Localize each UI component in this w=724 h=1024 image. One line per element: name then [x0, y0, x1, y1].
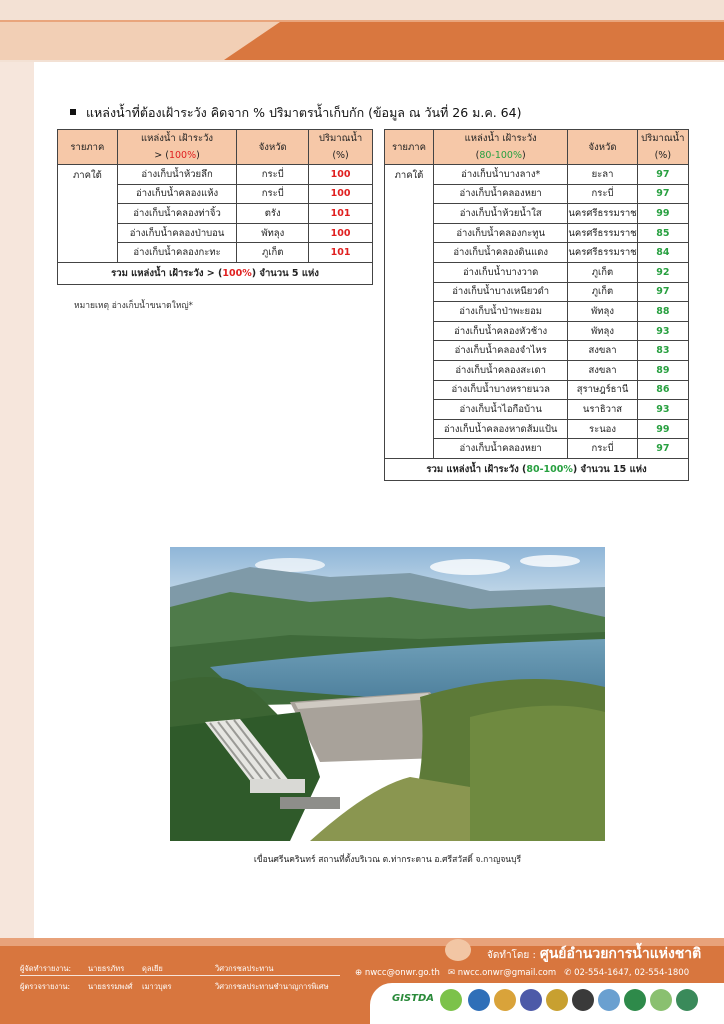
- volume-cell: 88: [637, 302, 688, 322]
- partner-logo-icon: [546, 989, 568, 1011]
- page-title: แหล่งน้ำที่ต้องเฝ้าระวัง คิดจาก % ปริมาตรน้ำเก็บกัก (ข้อมูล ณ วันที่ 26 ม.ค. 64): [70, 103, 521, 123]
- source-name-cell: อ่างเก็บน้ำคลองหยา: [433, 439, 567, 459]
- table-summary: รวม แหล่งน้ำ เฝ้าระวัง > (100%) จำนวน 5 แห่ง: [58, 262, 373, 284]
- province-cell: กระบี่: [237, 165, 309, 185]
- volume-cell: 101: [309, 204, 373, 224]
- partner-logo-icon: [650, 989, 672, 1011]
- volume-cell: 84: [637, 243, 688, 263]
- table-summary: รวม แหล่งน้ำ เฝ้าระวัง (80-100%) จำนวน 15 แห่ง: [385, 458, 689, 480]
- partner-logo-icon: [598, 989, 620, 1011]
- reviewed-role: วิศวกรชลประทานชำนาญการพิเศษ: [215, 982, 329, 991]
- source-name-cell: อ่างเก็บน้ำบางเหนียวดำ: [433, 282, 567, 302]
- province-cell: สงขลา: [568, 360, 637, 380]
- province-cell: พัทลุง: [237, 223, 309, 243]
- province-cell: สุราษฎร์ธานี: [568, 380, 637, 400]
- volume-cell: 100: [309, 165, 373, 185]
- prepared-role: วิศวกรชลประทาน: [215, 964, 274, 973]
- phone-text: ✆ 02-554-1647, 02-554-1800: [564, 968, 690, 978]
- brand-logo-icon: [445, 939, 471, 961]
- source-name-cell: อ่างเก็บน้ำบางลาง*: [433, 165, 567, 185]
- email-text[interactable]: ✉ nwcc.onwr@gmail.com: [447, 968, 557, 978]
- volume-cell: 93: [637, 400, 688, 420]
- table-row: [385, 165, 689, 185]
- reviewed-last-name: เมาวบุตร: [142, 982, 172, 991]
- volume-cell: 97: [637, 439, 688, 459]
- partner-logo-icon: [468, 989, 490, 1011]
- table-watch-80-100: [384, 129, 689, 481]
- volume-cell: 101: [309, 243, 373, 263]
- province-cell: ตรัง: [237, 204, 309, 224]
- partner-logo-icon: [440, 989, 462, 1011]
- source-name-cell: อ่างเก็บน้ำคลองกะทะ: [117, 243, 237, 263]
- source-name-cell: อ่างเก็บน้ำคลองหาดส้มแป้น: [433, 419, 567, 439]
- table-row: [58, 165, 373, 185]
- source-name-cell: อ่างเก็บน้ำบางหรายนวล: [433, 380, 567, 400]
- province-cell: กระบี่: [568, 184, 637, 204]
- source-name-cell: อ่างเก็บน้ำบางวาด: [433, 262, 567, 282]
- region-cell: ภาคใต้: [58, 165, 118, 263]
- source-name-cell: อ่างเก็บน้ำป่าพะยอม: [433, 302, 567, 322]
- source-name-cell: อ่างเก็บน้ำคลองจำไหร: [433, 341, 567, 361]
- volume-cell: 92: [637, 262, 688, 282]
- prepared-first-name: นายธรภัทร: [88, 964, 125, 973]
- region-cell: ภาคใต้: [385, 165, 434, 459]
- header-volume: ปริมาณน้ำ (%): [309, 130, 373, 165]
- table-watch-over-100: [57, 129, 373, 285]
- partner-logo-icon: [520, 989, 542, 1011]
- volume-cell: 100: [309, 223, 373, 243]
- website-text[interactable]: ⊕ nwcc@onwr.go.th: [355, 968, 440, 978]
- bullet-icon: [70, 109, 76, 115]
- volume-cell: 86: [637, 380, 688, 400]
- partner-logo-icon: [676, 989, 698, 1011]
- source-name-cell: อ่างเก็บน้ำคลองหยา: [433, 184, 567, 204]
- partner-logo-icon: [624, 989, 646, 1011]
- province-cell: กระบี่: [568, 439, 637, 459]
- province-cell: สงขลา: [568, 341, 637, 361]
- source-name-cell: อ่างเก็บน้ำคลองแห้ง: [117, 184, 237, 204]
- gistda-logo: GISTDA: [392, 993, 434, 1004]
- partner-logo-icon: [494, 989, 516, 1011]
- province-cell: พัทลุง: [568, 321, 637, 341]
- source-name-cell: อ่างเก็บน้ำคลองป่าบอน: [117, 223, 237, 243]
- prepared-last-name: ดุลเยีย: [142, 964, 163, 973]
- province-cell: นครศรีธรรมราช: [568, 223, 637, 243]
- brand: จัดทำโดย : ศูนย์อำนวยการน้ำแห่งชาติ: [487, 946, 702, 962]
- province-cell: พัทลุง: [568, 302, 637, 322]
- volume-cell: 83: [637, 341, 688, 361]
- partner-logo-icon: [572, 989, 594, 1011]
- header-volume: ปริมาณน้ำ (%): [637, 130, 688, 165]
- volume-cell: 97: [637, 165, 688, 185]
- header-region: รายภาค: [385, 130, 434, 165]
- header-province: จังหวัด: [237, 130, 309, 165]
- footer-divider: [20, 975, 340, 976]
- header-province: จังหวัด: [568, 130, 637, 165]
- header-source: แหล่งน้ำ เฝ้าระวัง (80-100%): [433, 130, 567, 165]
- province-cell: ภูเก็ต: [568, 262, 637, 282]
- province-cell: ภูเก็ต: [237, 243, 309, 263]
- header-source: แหล่งน้ำ เฝ้าระวัง > (100%): [117, 130, 237, 165]
- reviewed-label: ผู้ตรวจรายงาน:: [20, 982, 71, 991]
- contact-line: [355, 968, 689, 978]
- photo-caption: เขื่อนศรีนครินทร์ สถานที่ตั้งบริเวณ ต.ท่ากระดาน อ.ศรีสวัสดิ์ จ.กาญจนบุรี: [253, 855, 522, 865]
- source-name-cell: อ่างเก็บน้ำคลองหัวช้าง: [433, 321, 567, 341]
- province-cell: ระนอง: [568, 419, 637, 439]
- table-note: หมายเหตุ อ่างเก็บน้ำขนาดใหญ่*: [74, 301, 193, 311]
- source-name-cell: อ่างเก็บน้ำห้วยน้ำใส: [433, 204, 567, 224]
- dam-photo: [170, 547, 605, 841]
- volume-cell: 85: [637, 223, 688, 243]
- province-cell: ภูเก็ต: [568, 282, 637, 302]
- province-cell: นราธิวาส: [568, 400, 637, 420]
- source-name-cell: อ่างเก็บน้ำไอกือบ้าน: [433, 400, 567, 420]
- province-cell: ยะลา: [568, 165, 637, 185]
- volume-cell: 89: [637, 360, 688, 380]
- source-name-cell: อ่างเก็บน้ำคลองกะทูน: [433, 223, 567, 243]
- volume-cell: 100: [309, 184, 373, 204]
- volume-cell: 99: [637, 419, 688, 439]
- reviewed-first-name: นายธรรมพงศ์: [88, 982, 133, 991]
- province-cell: นครศรีธรรมราช: [568, 204, 637, 224]
- source-name-cell: อ่างเก็บน้ำคลองสะเดา: [433, 360, 567, 380]
- left-side-strip: [0, 62, 34, 938]
- volume-cell: 97: [637, 282, 688, 302]
- source-name-cell: อ่างเก็บน้ำห้วยลึก: [117, 165, 237, 185]
- volume-cell: 97: [637, 184, 688, 204]
- prepared-label: ผู้จัดทำรายงาน:: [20, 964, 71, 973]
- header-region: รายภาค: [58, 130, 118, 165]
- volume-cell: 99: [637, 204, 688, 224]
- volume-cell: 93: [637, 321, 688, 341]
- province-cell: กระบี่: [237, 184, 309, 204]
- province-cell: นครศรีธรรมราช: [568, 243, 637, 263]
- source-name-cell: อ่างเก็บน้ำคลองท่าจิ้ว: [117, 204, 237, 224]
- source-name-cell: อ่างเก็บน้ำคลองดินแดง: [433, 243, 567, 263]
